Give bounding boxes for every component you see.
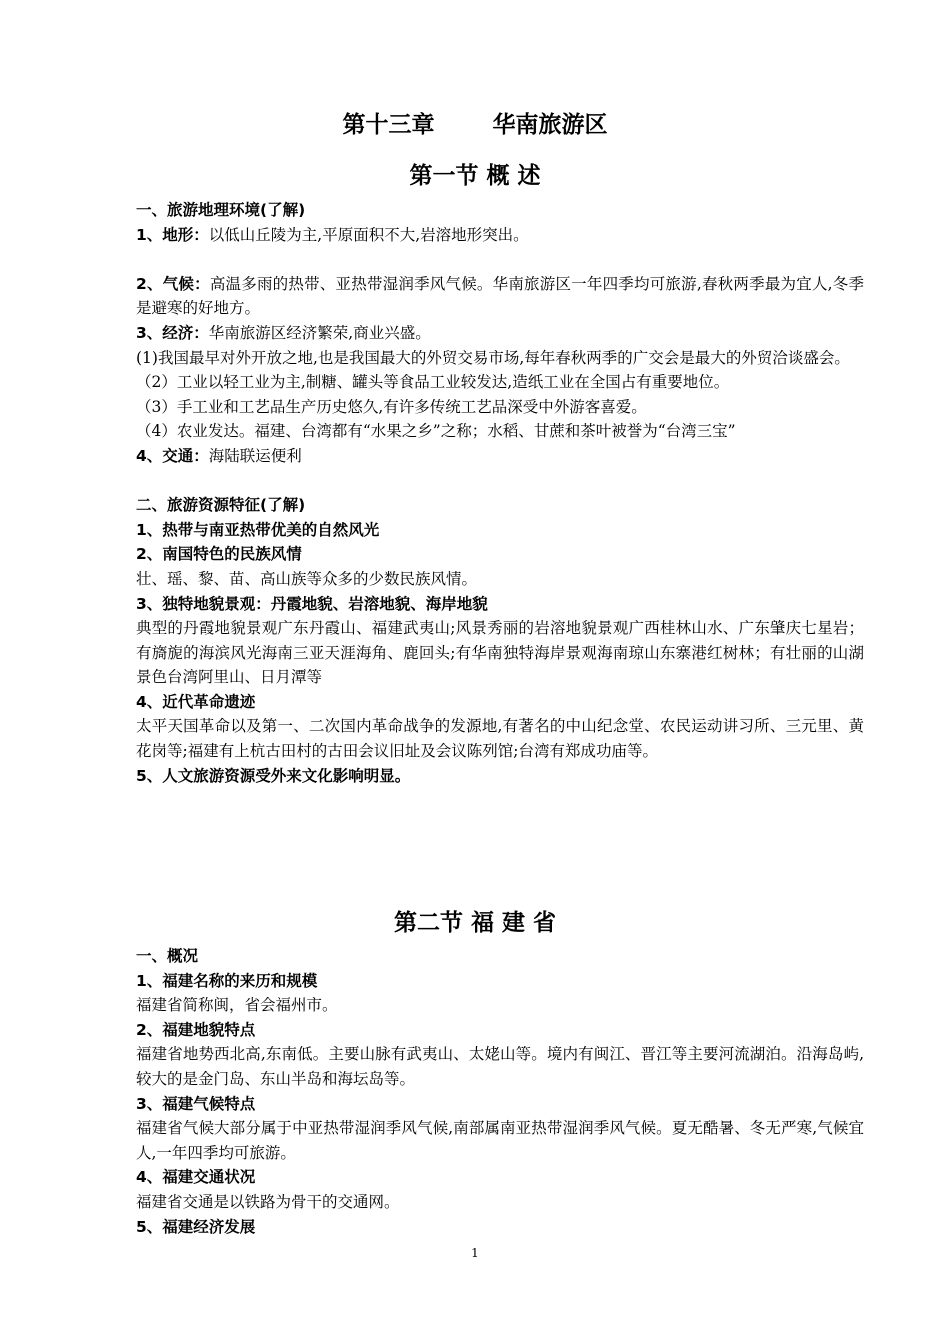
page-number: 1 (471, 1246, 479, 1260)
heading-environment: 一、旅游地理环境(了解) (136, 201, 306, 219)
fujian-text-1: 福建省简称闽，省会福州市。 (136, 996, 338, 1015)
fujian-heading-1: 1、福建名称的来历和规模 (136, 971, 318, 990)
resource-heading-3: 3、独特地貌景观：丹霞地貌、岩溶地貌、海岸地貌 (136, 594, 488, 613)
resource-text-2: 壮、瑶、黎、苗、高山族等众多的少数民族风情。 (136, 569, 478, 588)
section1-body (136, 198, 864, 788)
terrain-paragraph: 1、地形：以低山丘陵为主,平原面积不大,岩溶地形突出。 (136, 225, 529, 244)
chapter-title (0, 106, 950, 139)
resource-text-4: 太平天国革命以及第一、二次国内革命战争的发源地,有著名的中山纪念堂、农民运动讲习所、三元里、黄花岗等;福建有上杭古田村的古田会议旧址及会议陈列馆;台湾有郑成功庙等。 (136, 717, 864, 761)
heading-overview: 一、概况 (136, 947, 199, 965)
economy-item-4: （4）农业发达。福建、台湾都有“水果之乡”之称；水稻、甘蔗和茶叶被誉为“台湾三宝” (136, 422, 736, 441)
section1-title: 第一节 概 述 (409, 163, 541, 189)
resource-text-3: 典型的丹霞地貌景观广东丹霞山、福建武夷山;风景秀丽的岩溶地貌景观广西桂林山水、广东肇庆七星岩；有旖旎的海滨风光海南三亚天涯海角、鹿回头;有华南独特海岸景观海南琼山东寨港红树林；有壮丽的山湖景色台湾阿里山、日月潭等 (136, 619, 864, 687)
economy-item-3: （3）手工业和工艺品生产历史悠久,有许多传统工艺品深受中外游客喜爱。 (136, 397, 647, 416)
fujian-heading-4: 4、福建交通状况 (136, 1168, 256, 1187)
economy-item-2: （2）工业以轻工业为主,制糖、罐头等食品工业较发达,造纸工业在全国占有重要地位。 (136, 373, 730, 392)
fujian-text-3: 福建省气候大部分属于中亚热带湿润季风气候,南部属南亚热带湿润季风气候。夏无酷暑、冬无严寒,气候宜人,一年四季均可旅游。 (136, 1119, 864, 1162)
section2-title: 第二节 福 建 省 (393, 910, 557, 936)
economy-item-1: (1)我国最早对外开放之地,也是我国最大的外贸交易市场,每年春秋两季的广交会是最大的外贸洽谈盛会。 (136, 348, 850, 367)
traffic-paragraph: 4、交通：海陆联运便利 (136, 446, 302, 465)
section2-body (136, 944, 864, 1239)
fujian-heading-2: 2、福建地貌特点 (136, 1020, 256, 1039)
resource-heading-1: 1、热带与南亚热带优美的自然风光 (136, 520, 380, 539)
fujian-text-2: 福建省地势西北高,东南低。主要山脉有武夷山、太姥山等。境内有闽江、晋江等主要河流湖泊。沿海岛屿,较大的是金门岛、东山半岛和海坛岛等。 (136, 1045, 864, 1088)
fujian-heading-3: 3、福建气候特点 (136, 1094, 256, 1113)
economy-paragraph: 3、经济：华南旅游区经济繁荣,商业兴盛。 (136, 323, 431, 342)
climate-paragraph: 2、气候：高温多雨的热带、亚热带湿润季风气候。华南旅游区一年四季均可旅游,春秋两季最为宜人,冬季是避寒的好地方。 (136, 274, 864, 318)
resource-heading-2: 2、南国特色的民族风情 (136, 545, 302, 564)
fujian-text-4: 福建省交通是以铁路为骨干的交通网。 (136, 1192, 400, 1211)
chapter-number: 第十三章 (342, 112, 435, 138)
resource-heading-4: 4、近代革命遗迹 (136, 692, 256, 711)
heading-resources: 二、旅游资源特征(了解) (136, 496, 306, 515)
resource-heading-5: 5、人文旅游资源受外来文化影响明显。 (136, 766, 411, 785)
chapter-name: 华南旅游区 (492, 112, 608, 138)
fujian-heading-5: 5、福建经济发展 (136, 1217, 256, 1236)
